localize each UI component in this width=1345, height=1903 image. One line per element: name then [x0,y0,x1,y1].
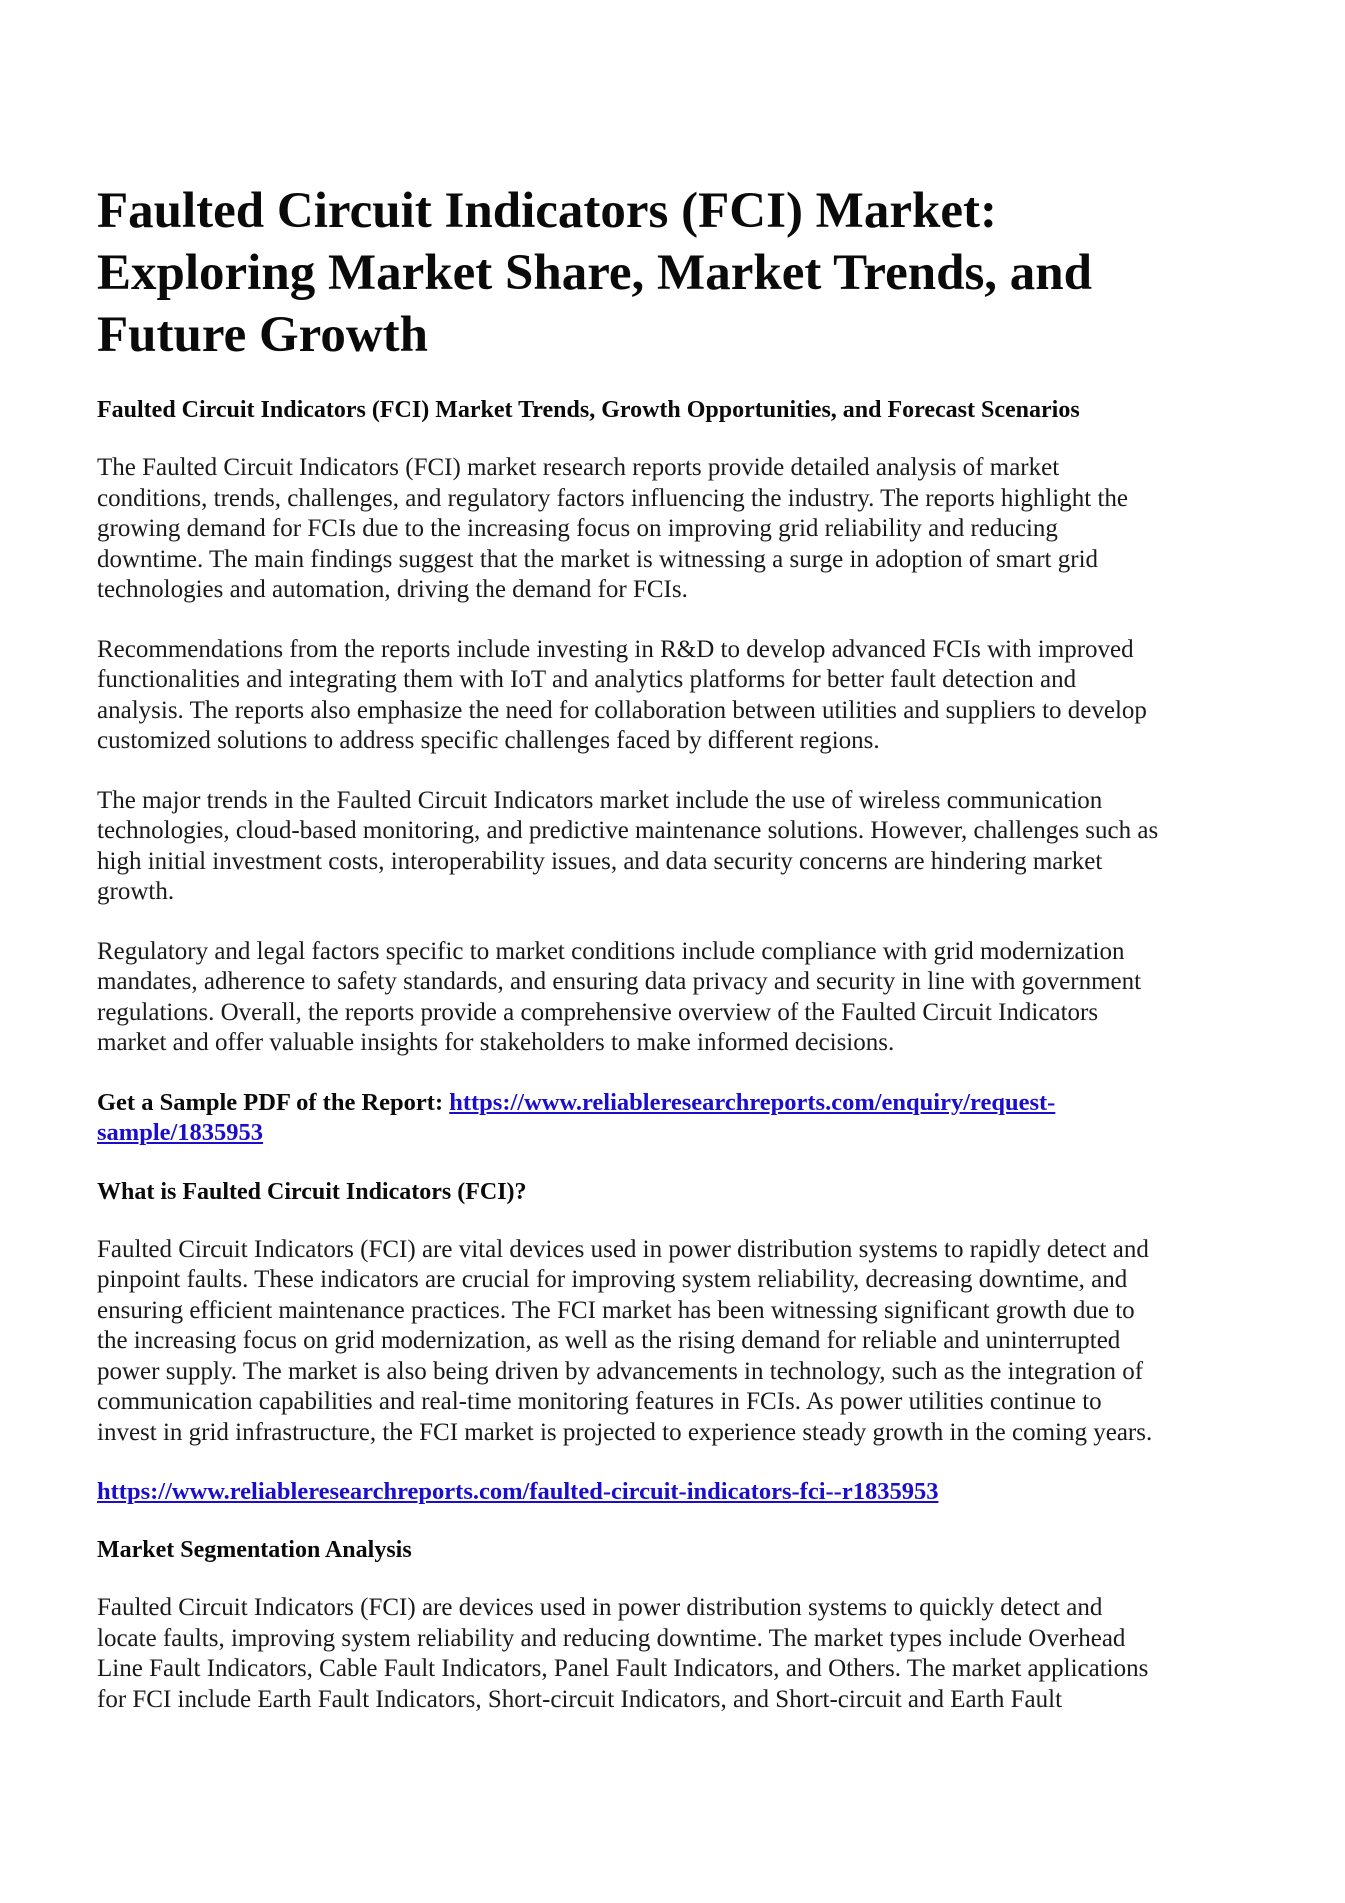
sample-pdf-link-continued[interactable]: sample/1835953 [97,1118,264,1146]
page-subtitle: Faulted Circuit Indicators (FCI) Market Trends, Growth Opportunities, and Forecast Scenarios [97,397,1080,423]
text-line: ensuring efficient maintenance practices. The FCI market has been witnessing significant growth due to [97,1296,1135,1324]
text-line: communication capabilities and real-time monitoring features in FCIs. As power utilities continue to [97,1388,1102,1415]
page-title [97,180,1277,366]
report-page-link[interactable]: https://www.reliableresearchreports.com/faulted-circuit-indicators-fci--r1835953 [97,1478,939,1505]
text-line: locate faults, improving system reliability and reducing downtime. The market types include Overhead [97,1624,1126,1652]
cta-label: Get a Sample PDF of the Report: [97,1088,450,1116]
text-line: Line Fault Indicators, Cable Fault Indicators, Panel Fault Indicators, and Others. The market applications [97,1655,1149,1682]
text-line: market and offer valuable insights for stakeholders to make informed decisions. [97,1029,895,1056]
title-line: Exploring Market Share, Market Trends, and [97,245,1093,301]
text-line: regulations. Overall, the reports provide a comprehensive overview of the Faulted Circuit Indicators [97,998,1099,1026]
text-line: customized solutions to address specific challenges faced by different regions. [97,727,880,754]
text-line: the increasing focus on grid modernization, as well as the rising demand for reliable and uninterrupted [97,1327,1121,1354]
sample-pdf-cta [97,1088,1277,1148]
section-heading-segmentation: Market Segmentation Analysis [97,1537,412,1563]
text-line: mandates, adherence to safety standards, and ensuring data privacy and security in line with government [97,968,1142,995]
text-line: technologies, cloud-based monitoring, and predictive maintenance solutions. However, challenges such as [97,817,1159,844]
text-line: The Faulted Circuit Indicators (FCI) market research reports provide detailed analysis of market [97,454,1060,481]
text-line: Faulted Circuit Indicators (FCI) are vital devices used in power distribution systems to rapidly detect and [97,1235,1149,1263]
text-line: The major trends in the Faulted Circuit Indicators market include the use of wireless communication [97,786,1103,814]
what-is-fci-paragraph [97,1235,1277,1449]
text-line: conditions, trends, challenges, and regulatory factors influencing the industry. The reports highlight the [97,484,1128,512]
text-line: high initial investment costs, interoperability issues, and data security concerns are hindering market [97,847,1103,875]
title-line: Future Growth [97,307,429,363]
text-line: downtime. The main findings suggest that the market is witnessing a surge in adoption of smart grid [97,545,1099,573]
intro-paragraph-regulatory [97,937,1277,1059]
section-heading-what-is-fci: What is Faulted Circuit Indicators (FCI)? [97,1178,527,1205]
intro-paragraph-overview [97,453,1277,606]
intro-paragraph-trends [97,786,1277,908]
text-line: Regulatory and legal factors specific to market conditions include compliance with grid modernization [97,937,1125,965]
text-line: growing demand for FCIs due to the increasing focus on improving grid reliability and reducing [97,515,1058,542]
text-line: for FCI include Earth Fault Indicators, Short-circuit Indicators, and Short-circuit and Earth Fault [97,1685,1063,1713]
text-line: technologies and automation, driving the demand for FCIs. [97,576,688,603]
text-line: Faulted Circuit Indicators (FCI) are devices used in power distribution systems to quickly detect and [97,1594,1103,1621]
report-link-paragraph [97,1477,1277,1507]
cta-line [97,1088,1277,1118]
text-line: invest in grid infrastructure, the FCI market is projected to experience steady growth in the coming years. [97,1418,1153,1446]
intro-paragraph-recommendations [97,635,1277,757]
text-line: growth. [97,878,175,905]
text-line: functionalities and integrating them with IoT and analytics platforms for better fault detection and [97,666,1077,693]
text-line: power supply. The market is also being driven by advancements in technology, such as the integration of [97,1357,1144,1385]
sample-pdf-link[interactable]: https://www.reliableresearchreports.com/enquiry/request- [449,1088,1056,1116]
document-page [97,180,1277,1744]
text-line: Recommendations from the reports include investing in R&D to develop advanced FCIs with improved [97,635,1134,663]
cta-line [97,1118,1277,1148]
text-line: analysis. The reports also emphasize the need for collaboration between utilities and suppliers to develop [97,696,1147,724]
title-line: Faulted Circuit Indicators (FCI) Market: [97,183,997,239]
segmentation-paragraph [97,1593,1277,1715]
text-line: pinpoint faults. These indicators are crucial for improving system reliability, decreasing downtime, and [97,1266,1128,1293]
